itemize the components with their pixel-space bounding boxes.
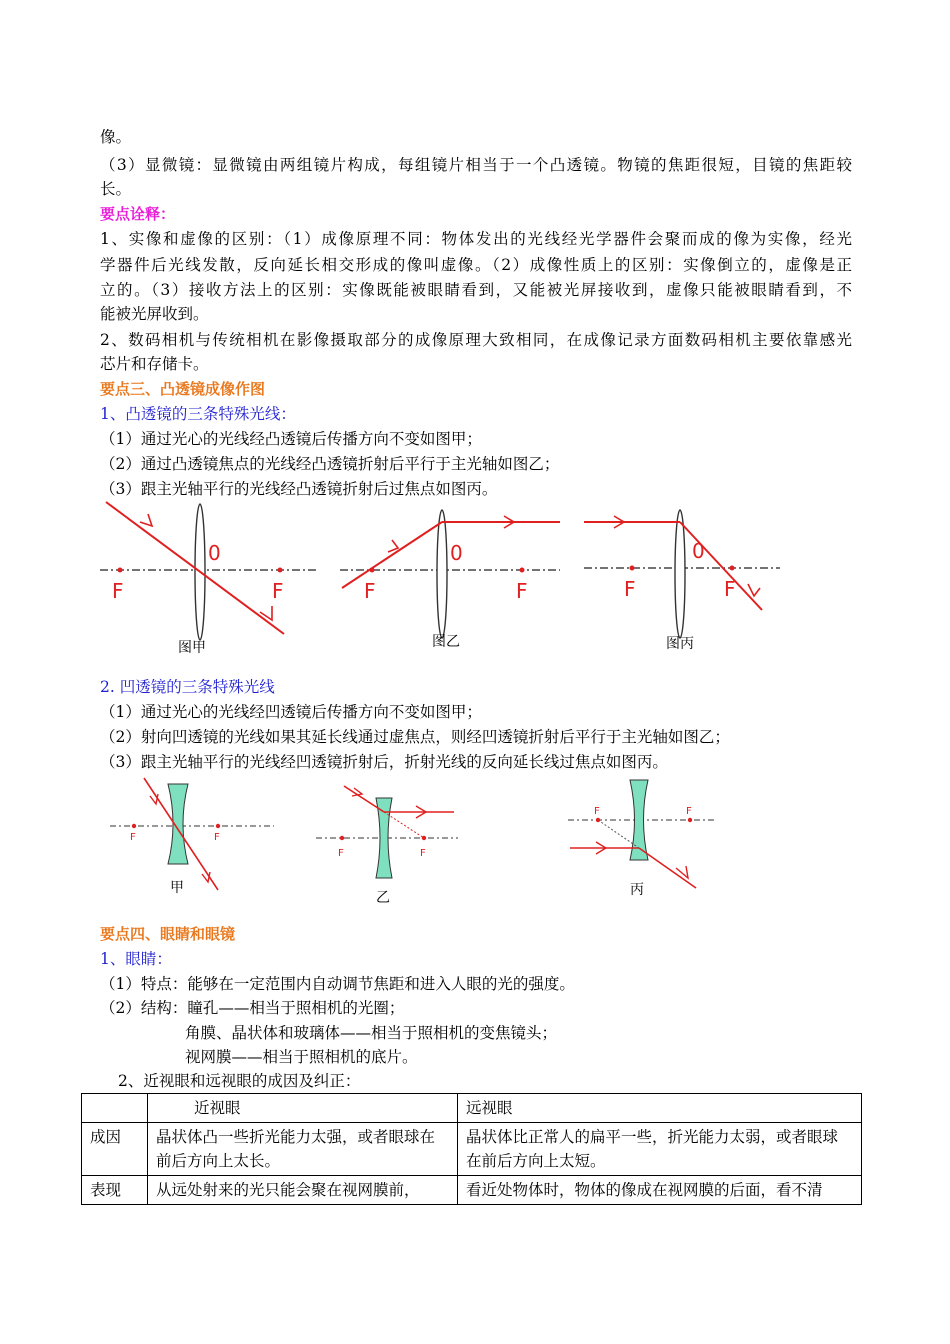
table-header-cell: 远视眼 <box>458 1094 862 1123</box>
focus-label: F <box>724 577 736 601</box>
text-line: （1）通过光心的光线经凹透镜后传播方向不变如图甲； <box>100 703 482 721</box>
focus-label: F <box>112 579 124 603</box>
text-line: 视网膜——相当于照相机的底片。 <box>185 1048 418 1066</box>
note-heading: 要点诠释： <box>100 205 176 223</box>
text-line: （1）特点：能够在一定范围内自动调节焦距和进入人眼的光的强度。 <box>100 975 575 993</box>
table-cell: 晶状体凸一些折光能力太强，或者眼球在前后方向上太长。 <box>148 1123 458 1176</box>
text-line: （1）通过光心的光线经凸透镜后传播方向不变如图甲； <box>100 430 482 448</box>
convex-figure-b <box>336 504 568 654</box>
focus-label: F <box>516 579 528 603</box>
figure-caption: 图乙 <box>432 634 460 650</box>
table-cell: 成因 <box>82 1123 148 1176</box>
convex-figure-c <box>580 500 784 654</box>
section-heading: 要点四、眼睛和眼镜 <box>100 925 236 943</box>
table-header-row <box>82 1094 862 1123</box>
section-heading: 要点三、凸透镜成像作图 <box>100 380 266 398</box>
focus-label: F <box>624 577 636 601</box>
subsection-heading: 1、凸透镜的三条特殊光线： <box>100 405 296 423</box>
focus-label: F <box>364 579 376 603</box>
table-row <box>82 1176 862 1205</box>
convex-figure-a <box>96 496 328 658</box>
text-line: 学器件后光线发散，反向延长相交形成的像叫虚像。（2）成像性质上的区别：实像倒立的，虚像是正 <box>100 256 852 274</box>
focus-label: F <box>214 832 220 843</box>
optical-center-label: 0 <box>692 539 705 563</box>
table-cell: 表现 <box>82 1176 148 1205</box>
focus-label: F <box>686 806 692 817</box>
figure-caption: 甲 <box>170 880 184 896</box>
text-line: （2）射向凹透镜的光线如果其延长线通过虚焦点，则经凹透镜折射后平行于主光轴如图乙； <box>100 728 730 746</box>
focus-label: F <box>130 832 136 843</box>
table-cell <box>82 1094 148 1123</box>
text-line: 2、近视眼和远视眼的成因及纠正： <box>118 1072 361 1090</box>
concave-figure-c <box>566 776 718 900</box>
table-row <box>82 1123 862 1176</box>
text-line: （3）显微镜：显微镜由两组镜片构成，每组镜片相当于一个凸透镜。物镜的焦距很短，目镜的焦距较 <box>100 156 852 174</box>
table-cell: 看近处物体时，物体的像成在视网膜的后面，看不清 <box>458 1176 862 1205</box>
focus-label: F <box>272 579 284 603</box>
text-line: 芯片和存储卡。 <box>100 355 209 373</box>
optical-center-label: 0 <box>208 541 221 565</box>
figure-caption: 丙 <box>630 882 644 898</box>
concave-figure-a <box>106 776 278 900</box>
text-line: （2）通过凸透镜焦点的光线经凸透镜折射后平行于主光轴如图乙； <box>100 455 560 473</box>
text-line: （3）跟主光轴平行的光线经凸透镜折射后过焦点如图丙。 <box>100 480 498 498</box>
text-line: 2、数码相机与传统相机在影像摄取部分的成像原理大致相同，在成像记录方面数码相机主要依靠感光 <box>100 331 852 349</box>
table-cell: 晶状体比正常人的扁平一些，折光能力太弱，或者眼球在前后方向上太短。 <box>458 1123 862 1176</box>
text-line: 立的。（3）接收方法上的区别：实像既能被眼睛看到，又能被光屏接收到，虚像只能被眼睛看到，不 <box>100 281 852 299</box>
figure-caption: 图丙 <box>666 636 694 652</box>
figure-caption: 乙 <box>376 890 390 906</box>
subsection-heading: 1、眼睛： <box>100 950 172 968</box>
table-cell: 从远处射来的光只能会聚在视网膜前， <box>148 1176 458 1205</box>
text-line: （3）跟主光轴平行的光线经凹透镜折射后，折射光线的反向延长线过焦点如图丙。 <box>100 753 668 771</box>
text-line: 能被光屏收到。 <box>100 305 209 323</box>
text-line: 1、实像和虚像的区别：（1）成像原理不同：物体发出的光线经光学器件会聚而成的像为实像，经光 <box>100 230 852 248</box>
focus-label: F <box>338 848 344 859</box>
text-line: 角膜、晶状体和玻璃体——相当于照相机的变焦镜头； <box>185 1024 558 1042</box>
text-line: 像。 <box>100 128 132 146</box>
concave-figure-b <box>314 784 462 908</box>
subsection-heading: 2. 凹透镜的三条特殊光线 <box>100 678 275 696</box>
focus-label: F <box>420 848 426 859</box>
comparison-table <box>81 1093 862 1205</box>
optical-center-label: 0 <box>450 541 463 565</box>
table-header-cell: 近视眼 <box>148 1094 458 1123</box>
text-line: 长。 <box>100 180 132 198</box>
focus-label: F <box>594 806 600 817</box>
text-line: （2）结构：瞳孔——相当于照相机的光圈； <box>100 999 405 1017</box>
figure-caption: 图甲 <box>178 640 206 656</box>
